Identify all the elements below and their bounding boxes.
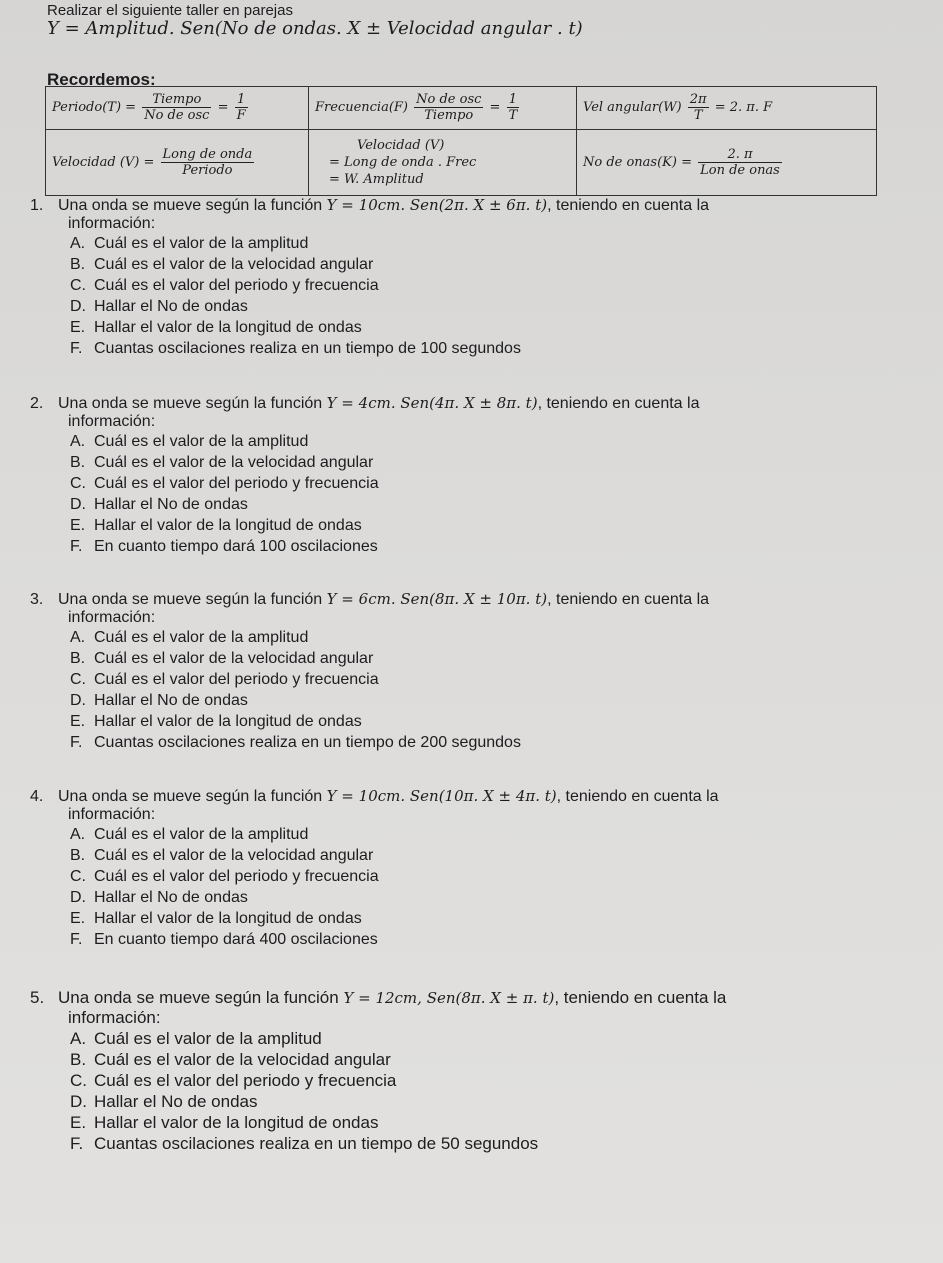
list-item: E. Hallar el valor de la longitud de ondas — [70, 713, 362, 730]
question-2: 2. Una onda se mueve según la función Y = 4cm. Sen(4π. X ± 8π. t), teniendo en cuenta la información: A. Cuál es el valor de la amplitud B. Cuál es el valor de la velocidad angular C. Cuál es el valor del periodo y frecuencia D. Hallar el No de ondas E. Hallar el valor de la longitud de ondas F. En cuanto tiempo dará 100 oscilaciones — [30, 394, 700, 555]
question-items — [70, 627, 709, 753]
question-items — [70, 1028, 726, 1154]
list-item: D. Hallar el No de ondas — [70, 1092, 258, 1111]
wave-function: Y = 4cm. Sen(4π. X ± 8π. t) — [326, 394, 538, 412]
list-item: B. Cuál es el valor de la velocidad angular — [70, 256, 374, 273]
wave-function: Y = 10cm. Sen(10π. X ± 4π. t) — [326, 787, 557, 805]
list-item: E. Hallar el valor de la longitud de ondas — [70, 319, 362, 336]
ref-periodo: Periodo(T) = $\frac{\text{Tiempo}}{\text{No de osc}}$ = $\frac{1}{F}$ — [46, 87, 309, 130]
list-item: C. Cuál es el valor del periodo y frecuencia — [70, 1071, 397, 1090]
list-item: B. Cuál es el valor de la velocidad angular — [70, 847, 374, 864]
ref-vel-angular: Vel angular(W) $\frac{2\pi}{T}$ = 2. π. F — [577, 87, 877, 130]
list-item: D. Hallar el No de ondas — [70, 496, 248, 513]
wave-function: Y = 12cm, Sen(8π. X ± π. t) — [343, 989, 555, 1007]
list-item: A. Cuál es el valor de la amplitud — [70, 1029, 322, 1048]
question-4: 4. Una onda se mueve según la función Y = 10cm. Sen(10π. X ± 4π. t), teniendo en cuenta la información: A. Cuál es el valor de la amplitud B. Cuál es el valor de la velocidad angular C. Cuál es el valor del periodo y frecuencia D. Hallar el No de ondas E. Hallar el valor de la longitud de ondas F. En cuanto tiempo dará 400 oscilaciones — [30, 787, 719, 948]
list-item: F. Cuantas oscilaciones realiza en un tiempo de 200 segundos — [70, 734, 521, 751]
question-items — [70, 431, 699, 557]
list-item: A. Cuál es el valor de la amplitud — [70, 433, 309, 450]
list-item: F. Cuantas oscilaciones realiza en un tiempo de 50 segundos — [70, 1134, 539, 1153]
list-item: F. En cuanto tiempo dará 100 oscilaciones — [70, 538, 378, 555]
wave-function: Y = 10cm. Sen(2π. X ± 6π. t) — [326, 196, 548, 214]
list-item: D. Hallar el No de ondas — [70, 692, 248, 709]
question-3: 3. Una onda se mueve según la función Y = 6cm. Sen(8π. X ± 10π. t), teniendo en cuenta la información: A. Cuál es el valor de la amplitud B. Cuál es el valor de la velocidad angular C. Cuál es el valor del periodo y frecuencia D. Hallar el No de ondas E. Hallar el valor de la longitud de ondas F. Cuantas oscilaciones realiza en un tiempo de 200 segundos — [30, 590, 710, 751]
ref-no-ondas: No de onas(K) = $\frac{2. \pi}{\text{Lon de onas}}$ — [577, 129, 877, 195]
list-item: C. Cuál es el valor del periodo y frecuencia — [70, 475, 379, 492]
question-5: 5. Una onda se mueve según la función Y = 12cm, Sen(8π. X ± π. t), teniendo en cuenta la información: A. Cuál es el valor de la amplitud B. Cuál es el valor de la velocidad angular C. Cuál es el valor del periodo y frecuencia D. Hallar el No de ondas E. Hallar el valor de la longitud de ondas F. Cuantas oscilaciones realiza en un tiempo de 50 segundos — [30, 988, 727, 1153]
list-item: F. Cuantas oscilaciones realiza en un tiempo de 100 segundos — [70, 340, 521, 357]
list-item: A. Cuál es el valor de la amplitud — [70, 826, 309, 843]
list-item: A. Cuál es el valor de la amplitud — [70, 235, 309, 252]
ref-frecuencia: Frecuencia(F) $\frac{\text{No de osc}}{\text{Tiempo}}$ = $\frac{1}{T}$ — [309, 87, 577, 130]
list-item: F. En cuanto tiempo dará 400 oscilaciones — [70, 931, 378, 948]
question-1: 1. Una onda se mueve según la función Y = 10cm. Sen(2π. X ± 6π. t), teniendo en cuenta la información: A. Cuál es el valor de la amplitud B. Cuál es el valor de la velocidad angular C. Cuál es el valor del periodo y frecuencia D. Hallar el No de ondas E. Hallar el valor de la longitud de ondas F. Cuantas oscilaciones realiza en un tiempo de 100 segundos — [30, 196, 710, 357]
intro-instruction: Realizar el siguiente taller en parejas — [47, 2, 293, 19]
list-item: A. Cuál es el valor de la amplitud — [70, 629, 309, 646]
list-item: E. Hallar el valor de la longitud de ondas — [70, 910, 362, 927]
list-item: C. Cuál es el valor del periodo y frecuencia — [70, 671, 379, 688]
list-item: D. Hallar el No de ondas — [70, 889, 248, 906]
list-item: B. Cuál es el valor de la velocidad angular — [70, 1050, 391, 1069]
ref-velocidad: Velocidad (V) = $\frac{\text{Long de onda}}{\text{Periodo}}$ — [46, 129, 309, 195]
list-item: E. Hallar el valor de la longitud de ondas — [70, 1113, 379, 1132]
list-item: B. Cuál es el valor de la velocidad angular — [70, 650, 374, 667]
reference-table — [45, 86, 877, 196]
ref-velocidad-alt: Velocidad (V) = Long de onda . Frec = W. Amplitud — [309, 129, 577, 195]
list-item: D. Hallar el No de ondas — [70, 298, 248, 315]
wave-formula: Y = Amplitud. Sen(No de ondas. X ± Velocidad angular . t) — [47, 18, 583, 39]
list-item: E. Hallar el valor de la longitud de ondas — [70, 517, 362, 534]
list-item: B. Cuál es el valor de la velocidad angular — [70, 454, 374, 471]
question-items — [70, 824, 719, 950]
recordemos-title: Recordemos: — [47, 70, 156, 89]
question-items — [70, 233, 709, 359]
wave-function: Y = 6cm. Sen(8π. X ± 10π. t) — [326, 590, 548, 608]
list-item: C. Cuál es el valor del periodo y frecuencia — [70, 868, 379, 885]
list-item: C. Cuál es el valor del periodo y frecuencia — [70, 277, 379, 294]
